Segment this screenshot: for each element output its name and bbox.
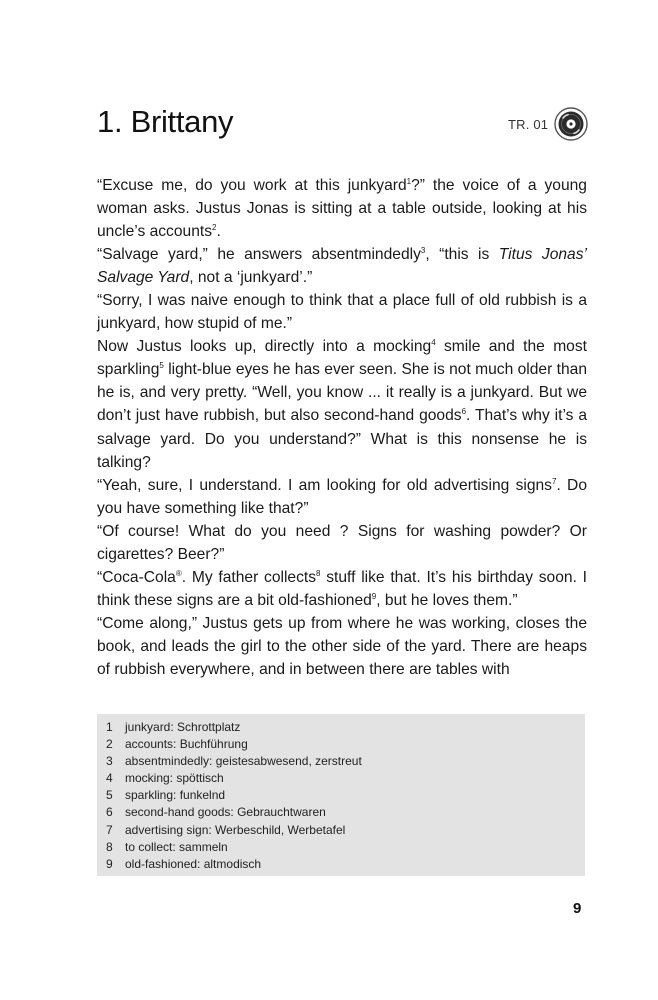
text-run: “Coca-Cola	[97, 568, 176, 586]
glossary-number: 5	[106, 788, 113, 803]
story-text	[97, 174, 587, 681]
text-run: smile and the most sparkling	[97, 338, 587, 379]
glossary-text: junkyard: Schrottplatz	[125, 720, 241, 734]
glossary-text: absentmindedly: geistesabwesend, zerstreut	[125, 754, 362, 769]
glossary-number: 2	[106, 737, 113, 752]
text-run: stuff like that. It’s his birthday soon. I think these signs are a bit old-fashioned	[97, 568, 587, 609]
text-run: .	[216, 223, 221, 241]
text-run: light-blue eyes he has ever seen. She is not much older than he is, and very pretty. “Well, you know ... it really is a junkyard. But we don’t just have rubbish, but also second-hand goods	[97, 361, 587, 425]
audio-track-indicator	[508, 106, 588, 142]
glossary-text: to collect: sammeln	[125, 839, 228, 854]
text-run: “Excuse me, do you work at this junkyard	[97, 177, 407, 194]
glossary-number: 3	[106, 754, 113, 769]
text-run: . That’s why it’s a salvage yard. Do you understand?” What is this nonsense he is talking?	[97, 407, 587, 471]
glossary-text: mocking: spöttisch	[125, 771, 224, 786]
glossary-text: second-hand goods: Gebrauchtwaren	[125, 805, 326, 820]
story-paragraph	[97, 566, 587, 612]
footnote-marker: 7	[551, 476, 557, 486]
glossary-item	[106, 839, 585, 856]
chapter-title: 1. Brittany	[97, 104, 234, 139]
glossary-text: accounts: Buchführung	[125, 737, 248, 752]
footnote-marker: 2	[212, 223, 217, 233]
text-run: Now Justus looks up, directly into a mocking	[97, 338, 432, 356]
text-run: “Sorry, I was naive enough to think that a place full of old rubbish is a junkyard, how stupid of me.”	[97, 292, 587, 333]
story-paragraph	[97, 474, 587, 520]
italic-text: Titus Jonas’ Salvage Yard	[97, 246, 587, 287]
footnote-marker: 6	[461, 407, 467, 417]
footnote-marker: ®	[175, 568, 182, 578]
glossary-item	[106, 822, 585, 839]
story-paragraph	[97, 335, 587, 473]
text-run: “Come along,” Justus gets up from where he was working, closes the book, and leads the girl to the other side of the yard. There are heaps of rubbish everywhere, and in between there are tables with	[97, 614, 587, 678]
story-paragraph	[97, 289, 587, 335]
glossary-item	[106, 719, 585, 736]
story-paragraph	[97, 174, 587, 243]
footnote-marker: 3	[420, 246, 426, 256]
text-run: , but he loves them.”	[376, 591, 518, 609]
text-run: “Salvage yard,” he answers absentmindedly	[97, 246, 421, 264]
glossary-item	[106, 804, 585, 821]
story-paragraph	[97, 612, 587, 681]
glossary-number: 6	[106, 805, 113, 820]
page-number: 9	[573, 900, 582, 917]
glossary-item	[106, 753, 585, 770]
story-paragraph	[97, 243, 587, 289]
text-run: . Do you have something like that?”	[97, 476, 587, 517]
footnote-marker: 1	[406, 177, 412, 186]
footnote-marker: 5	[159, 361, 164, 371]
glossary-text: old-fashioned: altmodisch	[125, 856, 262, 871]
text-run: “Of course! What do you need ? Signs for washing powder? Or cigarettes? Beer?”	[97, 522, 587, 563]
glossary-number: 8	[106, 839, 113, 854]
glossary-item	[106, 770, 585, 787]
glossary-number: 1	[106, 720, 113, 734]
text-run: , not a ‘junkyard’.”	[189, 269, 313, 287]
text-run: . My father collects	[181, 568, 317, 586]
glossary-text: advertising sign: Werbeschild, Werbetafel	[125, 822, 346, 837]
text-run: ?” the voice of a young woman asks. Justus Jonas is sitting at a table outside, looking at his uncle’s accounts	[97, 177, 587, 241]
footnote-marker: 8	[316, 568, 321, 578]
glossary-item	[106, 736, 585, 753]
glossary-text: sparkling: funkelnd	[125, 788, 226, 803]
story-paragraph	[97, 520, 587, 566]
glossary-number: 9	[106, 856, 113, 871]
glossary-item	[106, 787, 585, 804]
cd-icon	[554, 107, 588, 141]
text-run: , “this is	[425, 246, 499, 264]
text-run: “Yeah, sure, I understand. I am looking for old advertising signs	[97, 476, 552, 494]
footnote-marker: 4	[431, 338, 436, 348]
glossary-box	[97, 714, 585, 876]
track-label: TR. 01	[508, 116, 549, 132]
glossary-number: 4	[106, 771, 113, 786]
glossary-item	[106, 856, 585, 873]
footnote-marker: 9	[371, 591, 377, 601]
glossary-number: 7	[106, 822, 113, 837]
